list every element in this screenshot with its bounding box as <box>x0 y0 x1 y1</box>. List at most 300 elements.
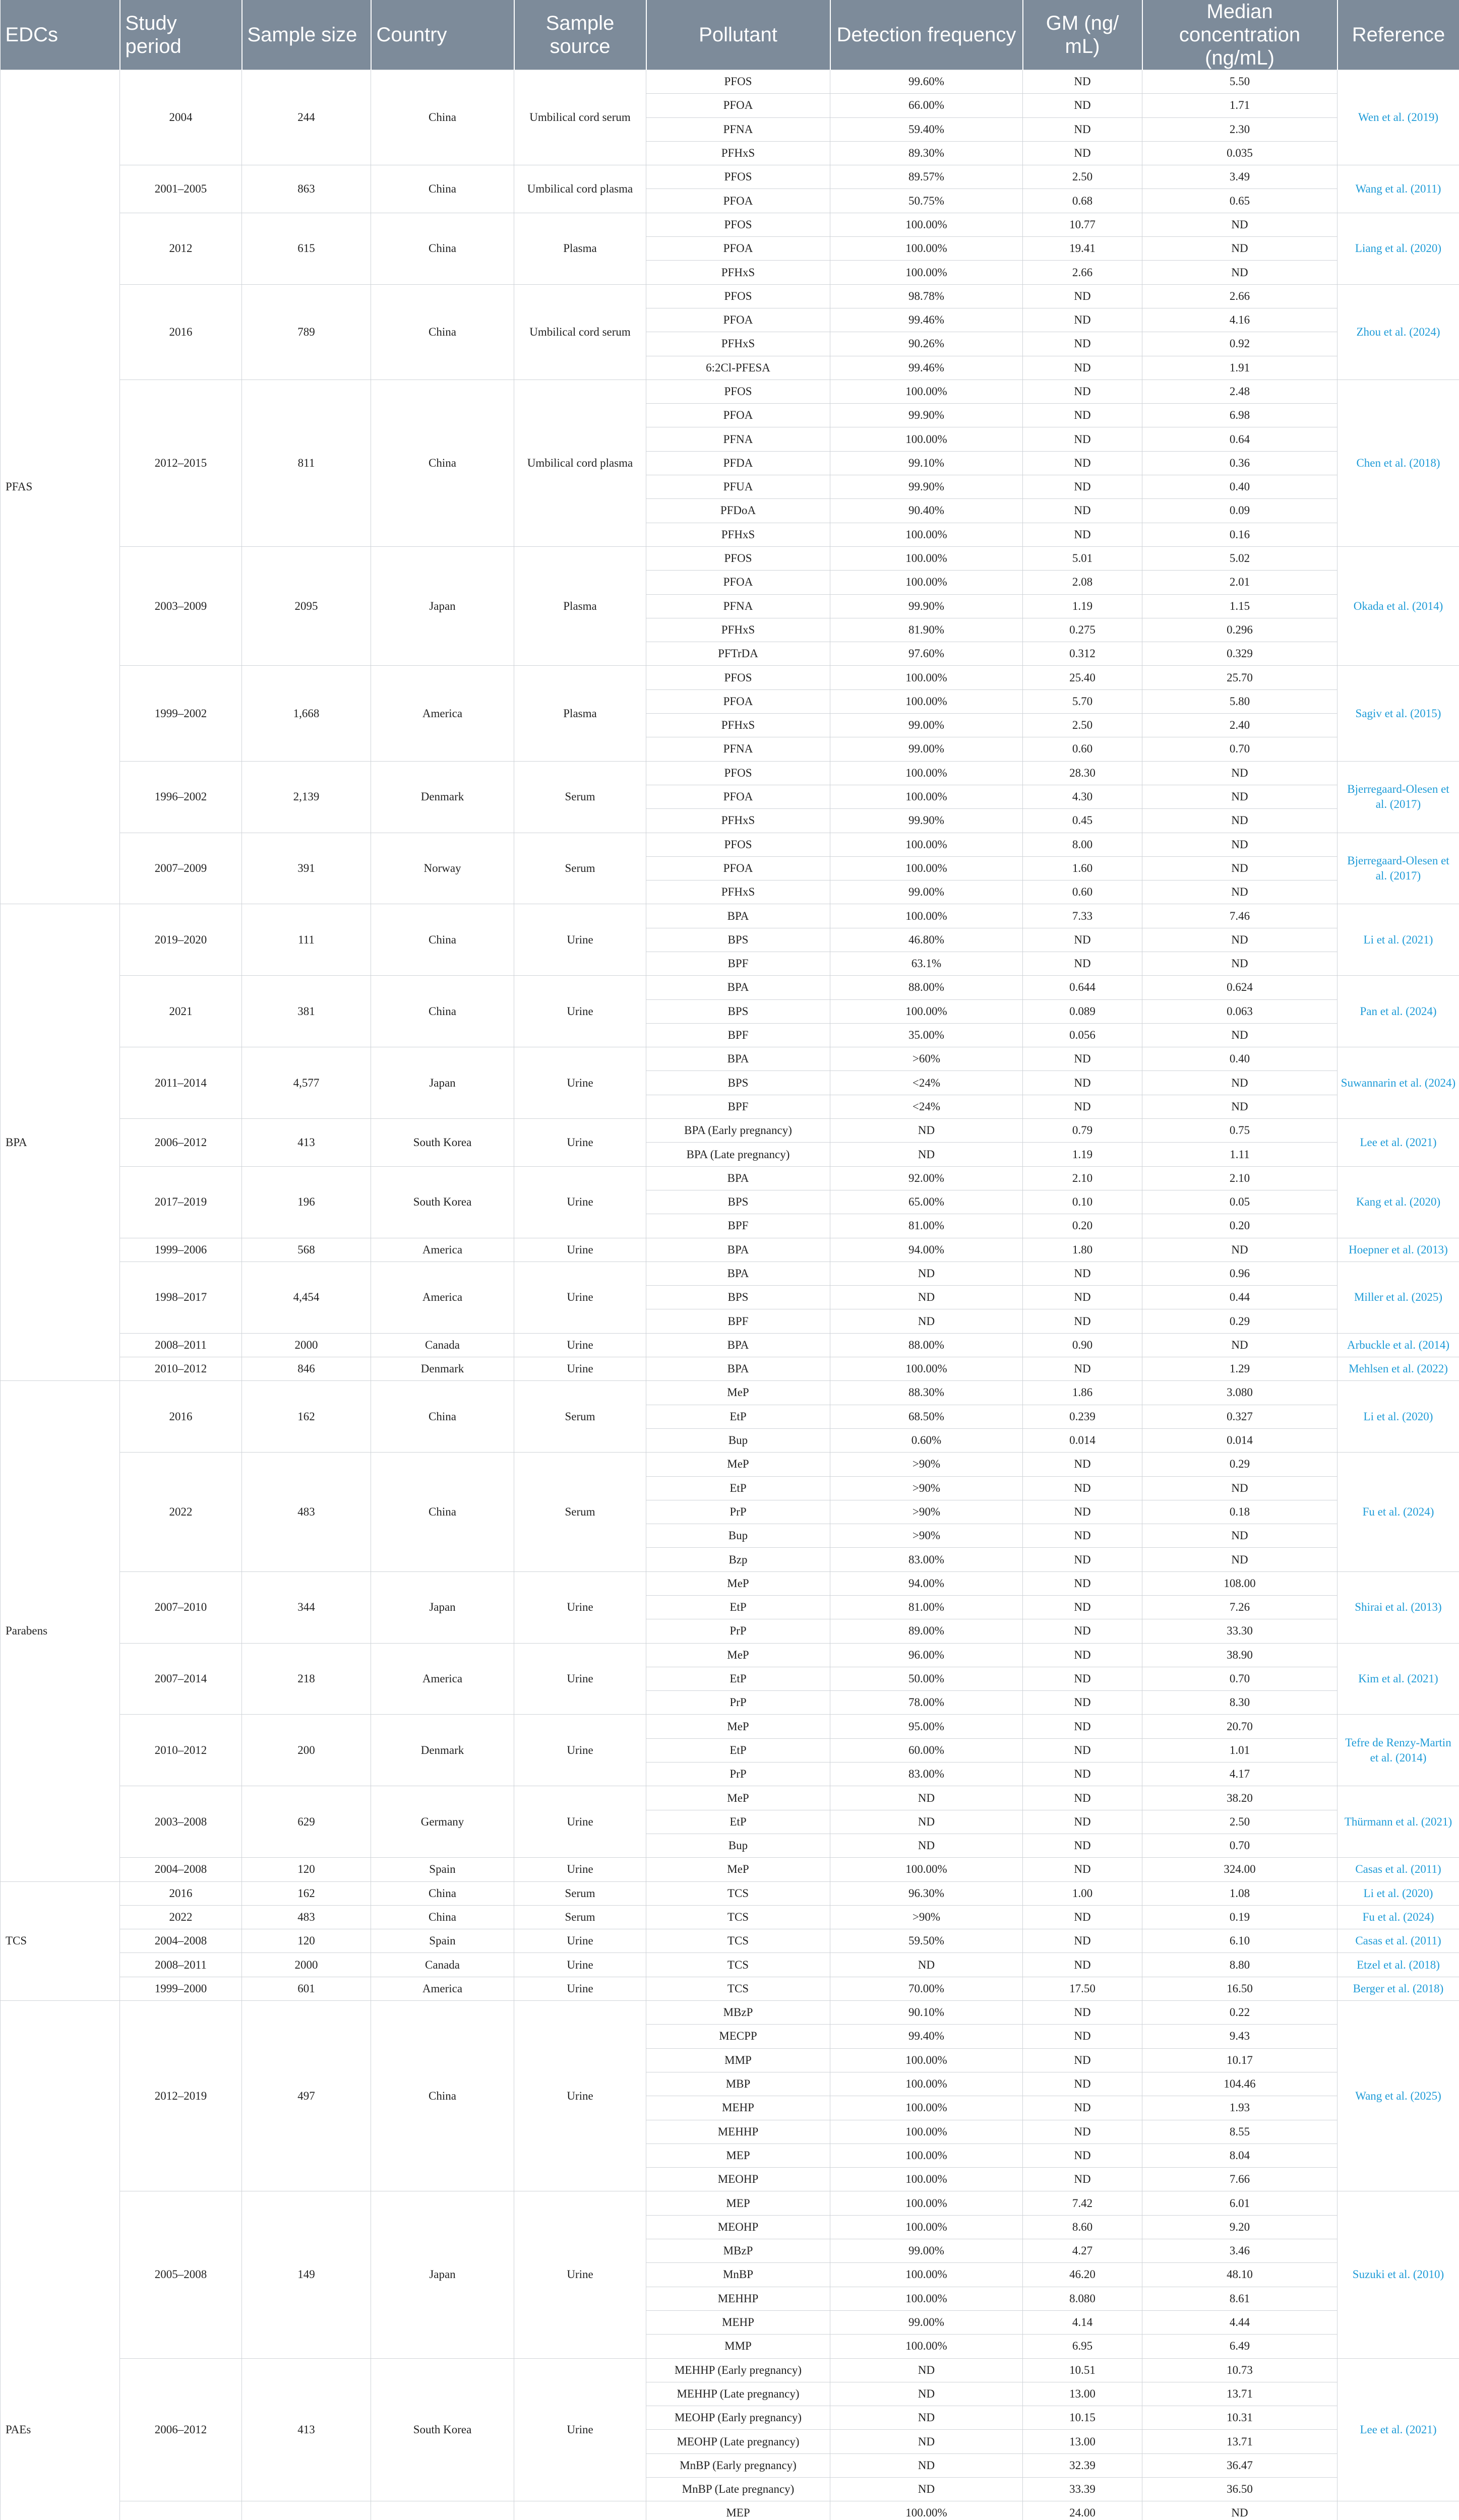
reference-link[interactable]: Liang et al. (2020) <box>1338 213 1459 284</box>
country-cell: China <box>371 1881 514 1905</box>
gm-cell: 2.50 <box>1023 714 1142 737</box>
sample-size-cell: 391 <box>242 833 371 904</box>
study-period-cell: 2008–2011 <box>120 1953 242 1977</box>
sample-size-cell: 120 <box>242 1929 371 1953</box>
sample-size-cell: 162 <box>242 1881 371 1905</box>
pollutant-cell: MEHHP (Late pregnancy) <box>646 2382 830 2406</box>
pollutant-cell: BPF <box>646 1309 830 1333</box>
pollutant-cell: EtP <box>646 1810 830 1834</box>
median-concentration-cell: 6.49 <box>1142 2335 1338 2358</box>
detection-frequency-cell: 59.40% <box>830 117 1023 141</box>
table-row <box>1 761 1459 785</box>
country-cell: China <box>371 70 514 165</box>
country-cell: America <box>371 1643 514 1715</box>
median-concentration-cell: 8.55 <box>1142 2120 1338 2144</box>
median-concentration-cell: 6.98 <box>1142 404 1338 427</box>
detection-frequency-cell: 66.00% <box>830 94 1023 117</box>
gm-cell: 10.77 <box>1023 213 1142 236</box>
country-cell: Spain <box>371 1929 514 1953</box>
median-concentration-cell: 1.11 <box>1142 1143 1338 1166</box>
reference-link[interactable]: Mehlsen et al. (2022) <box>1338 1357 1459 1381</box>
reference-link[interactable]: Wen et al. (2019) <box>1338 70 1459 165</box>
gm-cell: 5.01 <box>1023 546 1142 570</box>
median-concentration-cell: 3.080 <box>1142 1381 1338 1405</box>
pollutant-cell: MMP <box>646 2335 830 2358</box>
detection-frequency-cell: 99.90% <box>830 809 1023 833</box>
gm-cell: ND <box>1023 1667 1142 1690</box>
country-cell: China <box>371 1453 514 1571</box>
country-cell: Germany <box>371 1786 514 1858</box>
reference-link[interactable] <box>1338 2501 1459 2520</box>
gm-cell: ND <box>1023 2072 1142 2096</box>
reference-link[interactable]: Pan et al. (2024) <box>1338 976 1459 1047</box>
pollutant-cell: MnBP (Early pregnancy) <box>646 2453 830 2477</box>
median-concentration-cell: 7.26 <box>1142 1596 1338 1619</box>
pollutant-cell: PFOS <box>646 546 830 570</box>
table-row <box>1 380 1459 403</box>
gm-cell: ND <box>1023 1596 1142 1619</box>
gm-cell: 2.08 <box>1023 571 1142 594</box>
col-header-pollutant: Pollutant <box>646 0 830 70</box>
sample-size-cell: 196 <box>242 1166 371 1238</box>
sample-source-cell: Serum <box>514 1905 646 1929</box>
gm-cell: ND <box>1023 141 1142 165</box>
detection-frequency-cell: 100.00% <box>830 856 1023 880</box>
pollutant-cell: PFOA <box>646 237 830 261</box>
detection-frequency-cell: 90.10% <box>830 2001 1023 2025</box>
sample-source-cell: Umbilical cord serum <box>514 284 646 380</box>
detection-frequency-cell: 35.00% <box>830 1023 1023 1047</box>
sample-size-cell: 615 <box>242 213 371 284</box>
gm-cell: 5.70 <box>1023 689 1142 713</box>
detection-frequency-cell: 46.80% <box>830 928 1023 952</box>
detection-frequency-cell: 100.00% <box>830 261 1023 284</box>
median-concentration-cell: ND <box>1142 833 1338 856</box>
median-concentration-cell: 7.46 <box>1142 904 1338 928</box>
sample-size-cell: 149 <box>242 2191 371 2358</box>
table-row <box>1 1858 1459 1881</box>
reference-link[interactable]: Miller et al. (2025) <box>1338 1262 1459 1333</box>
sample-source-cell: Urine <box>514 1571 646 1643</box>
country-cell: China <box>371 2001 514 2191</box>
gm-cell: ND <box>1023 284 1142 308</box>
pollutant-cell: MEOHP <box>646 2168 830 2191</box>
median-concentration-cell: ND <box>1142 1333 1338 1357</box>
reference-link[interactable]: Fu et al. (2024) <box>1338 1905 1459 1929</box>
reference-link[interactable]: Chen et al. (2018) <box>1338 380 1459 546</box>
table-row <box>1 2358 1459 2382</box>
gm-cell: 24.00 <box>1023 2501 1142 2520</box>
detection-frequency-cell: 65.00% <box>830 1190 1023 1214</box>
gm-cell: 8.080 <box>1023 2287 1142 2310</box>
table-row <box>1 904 1459 928</box>
table-row <box>1 546 1459 570</box>
detection-frequency-cell: >60% <box>830 1047 1023 1071</box>
sample-size-cell: 1,668 <box>242 666 371 761</box>
gm-cell: ND <box>1023 499 1142 523</box>
detection-frequency-cell: 100.00% <box>830 2215 1023 2239</box>
pollutant-cell: MEHP <box>646 2096 830 2120</box>
gm-cell: 0.014 <box>1023 1428 1142 1452</box>
detection-frequency-cell: 100.00% <box>830 2335 1023 2358</box>
median-concentration-cell: 10.17 <box>1142 2048 1338 2072</box>
country-cell: Japan <box>371 2191 514 2358</box>
median-concentration-cell: 0.296 <box>1142 618 1338 642</box>
detection-frequency-cell: ND <box>830 2406 1023 2430</box>
detection-frequency-cell: 98.78% <box>830 284 1023 308</box>
gm-cell: ND <box>1023 1762 1142 1786</box>
detection-frequency-cell: <24% <box>830 1095 1023 1118</box>
country-cell: Norway <box>371 833 514 904</box>
median-concentration-cell: 5.80 <box>1142 689 1338 713</box>
reference-link[interactable]: Thürmann et al. (2021) <box>1338 1786 1459 1858</box>
median-concentration-cell: 0.40 <box>1142 1047 1338 1071</box>
pollutant-cell: PFOS <box>646 380 830 403</box>
pollutant-cell: Bup <box>646 1428 830 1452</box>
sample-size-cell: 200 <box>242 1715 371 1786</box>
study-period-cell: 2021 <box>120 976 242 1047</box>
reference-link[interactable]: Lee et al. (2021) <box>1338 2358 1459 2501</box>
gm-cell: ND <box>1023 451 1142 475</box>
gm-cell: 0.45 <box>1023 809 1142 833</box>
pollutant-cell: BPA <box>646 976 830 999</box>
gm-cell: 4.14 <box>1023 2310 1142 2334</box>
reference-link[interactable]: Lee et al. (2021) <box>1338 1119 1459 1167</box>
sample-size-cell: 413 <box>242 2358 371 2501</box>
median-concentration-cell: 25.70 <box>1142 666 1338 689</box>
gm-cell: ND <box>1023 1786 1142 1810</box>
country-cell: China <box>371 165 514 213</box>
gm-cell: ND <box>1023 1071 1142 1095</box>
median-concentration-cell: 0.44 <box>1142 1286 1338 1309</box>
median-concentration-cell: 4.16 <box>1142 308 1338 332</box>
pollutant-cell: PFOS <box>646 284 830 308</box>
gm-cell: 0.239 <box>1023 1405 1142 1428</box>
detection-frequency-cell: ND <box>830 1143 1023 1166</box>
pollutant-cell: BPA <box>646 1357 830 1381</box>
median-concentration-cell: 2.50 <box>1142 1810 1338 1834</box>
median-concentration-cell: 0.18 <box>1142 1500 1338 1524</box>
detection-frequency-cell: 100.00% <box>830 666 1023 689</box>
pollutant-cell: PFOA <box>646 785 830 808</box>
study-period-cell: 2004–2008 <box>120 1929 242 1953</box>
sample-source-cell: Urine <box>514 1953 646 1977</box>
pollutant-cell: PFHxS <box>646 618 830 642</box>
median-concentration-cell: 38.20 <box>1142 1786 1338 1810</box>
detection-frequency-cell: 92.00% <box>830 1166 1023 1190</box>
gm-cell: ND <box>1023 1738 1142 1762</box>
sample-source-cell: Umbilical cord plasma <box>514 165 646 213</box>
detection-frequency-cell: 100.00% <box>830 2072 1023 2096</box>
sample-size-cell: 120 <box>242 1858 371 1881</box>
gm-cell: 8.60 <box>1023 2215 1142 2239</box>
median-concentration-cell: ND <box>1142 761 1338 785</box>
median-concentration-cell: 4.44 <box>1142 2310 1338 2334</box>
country-cell: Denmark <box>371 761 514 833</box>
median-concentration-cell: ND <box>1142 952 1338 975</box>
pollutant-cell: MeP <box>646 1715 830 1738</box>
pollutant-cell: PrP <box>646 1691 830 1715</box>
gm-cell: ND <box>1023 1357 1142 1381</box>
reference-link[interactable]: Shirai et al. (2013) <box>1338 1571 1459 1643</box>
median-concentration-cell: 0.22 <box>1142 2001 1338 2025</box>
country-cell: Denmark <box>371 1715 514 1786</box>
reference-link[interactable]: Li et al. (2020) <box>1338 1381 1459 1453</box>
detection-frequency-cell: 89.00% <box>830 1619 1023 1643</box>
pollutant-cell: BPS <box>646 999 830 1023</box>
sample-size-cell: 2,139 <box>242 761 371 833</box>
reference-link[interactable]: Arbuckle et al. (2014) <box>1338 1333 1459 1357</box>
table-row <box>1 1881 1459 1905</box>
detection-frequency-cell: 100.00% <box>830 833 1023 856</box>
detection-frequency-cell: 89.30% <box>830 141 1023 165</box>
reference-link[interactable]: Bjerregaard-Olesen et al. (2017) <box>1338 833 1459 904</box>
study-period-cell: 2004 <box>120 70 242 165</box>
reference-link[interactable]: Etzel et al. (2018) <box>1338 1953 1459 1977</box>
gm-cell: ND <box>1023 523 1142 546</box>
gm-cell: 4.30 <box>1023 785 1142 808</box>
reference-link[interactable]: Li et al. (2020) <box>1338 1881 1459 1905</box>
detection-frequency-cell: 97.60% <box>830 642 1023 666</box>
detection-frequency-cell: 100.00% <box>830 2144 1023 2167</box>
study-period-cell: 2005–2008 <box>120 2191 242 2358</box>
sample-source-cell: Urine <box>514 2358 646 2501</box>
median-concentration-cell: 2.10 <box>1142 1166 1338 1190</box>
median-concentration-cell: 38.90 <box>1142 1643 1338 1667</box>
gm-cell: 0.68 <box>1023 189 1142 213</box>
gm-cell: 1.60 <box>1023 856 1142 880</box>
detection-frequency-cell: 89.57% <box>830 165 1023 189</box>
detection-frequency-cell: 100.00% <box>830 1357 1023 1381</box>
gm-cell: 2.66 <box>1023 261 1142 284</box>
detection-frequency-cell: ND <box>830 1309 1023 1333</box>
pollutant-cell: PFOA <box>646 94 830 117</box>
gm-cell: ND <box>1023 1262 1142 1285</box>
median-concentration-cell: 0.70 <box>1142 1834 1338 1857</box>
detection-frequency-cell: 99.40% <box>830 2025 1023 2048</box>
detection-frequency-cell: 83.00% <box>830 1762 1023 1786</box>
gm-cell: 1.00 <box>1023 1881 1142 1905</box>
gm-cell: ND <box>1023 94 1142 117</box>
gm-cell: ND <box>1023 427 1142 451</box>
pollutant-cell: BPF <box>646 1214 830 1238</box>
study-period-cell: 1996–2002 <box>120 761 242 833</box>
sample-source-cell: Urine <box>514 1929 646 1953</box>
pollutant-cell: BPF <box>646 952 830 975</box>
pollutant-cell: 6:2Cl-PFESA <box>646 356 830 380</box>
detection-frequency-cell: 68.50% <box>830 1405 1023 1428</box>
gm-cell: 10.51 <box>1023 2358 1142 2382</box>
median-concentration-cell: 0.014 <box>1142 1428 1338 1452</box>
median-concentration-cell: 1.08 <box>1142 1881 1338 1905</box>
detection-frequency-cell: 100.00% <box>830 761 1023 785</box>
pollutant-cell: PFOS <box>646 165 830 189</box>
median-concentration-cell: 0.329 <box>1142 642 1338 666</box>
sample-source-cell: Urine <box>514 1119 646 1167</box>
pollutant-cell: MeP <box>646 1381 830 1405</box>
table-row <box>1 976 1459 999</box>
pollutant-cell: MEP <box>646 2191 830 2215</box>
sample-size-cell: 4,577 <box>242 1047 371 1119</box>
study-period-cell: 2022 <box>120 1453 242 1571</box>
table-row <box>1 1715 1459 1738</box>
reference-link[interactable]: Fu et al. (2024) <box>1338 1453 1459 1571</box>
study-period-cell: 2007–2010 <box>120 1571 242 1643</box>
sample-source-cell: Urine <box>514 1858 646 1881</box>
detection-frequency-cell: 100.00% <box>830 2168 1023 2191</box>
sample-source-cell: Urine <box>514 2001 646 2191</box>
table-row <box>1 2001 1459 2025</box>
median-concentration-cell: 0.16 <box>1142 523 1338 546</box>
reference-link[interactable]: Bjerregaard-Olesen et al. (2017) <box>1338 761 1459 833</box>
study-period-cell: 1998–2017 <box>120 1262 242 1333</box>
sample-source-cell: Urine <box>514 1333 646 1357</box>
detection-frequency-cell: 99.00% <box>830 2239 1023 2263</box>
sample-size-cell: 2000 <box>242 1333 371 1357</box>
pollutant-cell: MECPP <box>646 2025 830 2048</box>
table-row <box>1 213 1459 236</box>
median-concentration-cell: ND <box>1142 785 1338 808</box>
table-row <box>1 1643 1459 1667</box>
table-row <box>1 70 1459 94</box>
country-cell: Japan <box>371 546 514 665</box>
median-concentration-cell: 0.64 <box>1142 427 1338 451</box>
gm-cell: ND <box>1023 952 1142 975</box>
detection-frequency-cell: 96.00% <box>830 1643 1023 1667</box>
sample-size-cell: 2000 <box>242 1953 371 1977</box>
reference-link[interactable]: Zhou et al. (2024) <box>1338 284 1459 380</box>
median-concentration-cell: 2.48 <box>1142 380 1338 403</box>
reference-link[interactable]: Casas et al. (2011) <box>1338 1929 1459 1953</box>
pollutant-cell: MnBP (Late pregnancy) <box>646 2477 830 2501</box>
gm-cell: ND <box>1023 1953 1142 1977</box>
country-cell: Spain <box>371 1858 514 1881</box>
sample-size-cell: 629 <box>242 1786 371 1858</box>
gm-cell: 0.089 <box>1023 999 1142 1023</box>
reference-link[interactable]: Sagiv et al. (2015) <box>1338 666 1459 761</box>
detection-frequency-cell: 63.1% <box>830 952 1023 975</box>
median-concentration-cell: ND <box>1142 1071 1338 1095</box>
pollutant-cell: MeP <box>646 1786 830 1810</box>
detection-frequency-cell: ND <box>830 1262 1023 1285</box>
gm-cell: ND <box>1023 2025 1142 2048</box>
gm-cell: 28.30 <box>1023 761 1142 785</box>
median-concentration-cell: 33.30 <box>1142 1619 1338 1643</box>
median-concentration-cell: 2.40 <box>1142 714 1338 737</box>
gm-cell: ND <box>1023 2048 1142 2072</box>
gm-cell: 0.056 <box>1023 1023 1142 1047</box>
pollutant-cell: BPA (Late pregnancy) <box>646 1143 830 1166</box>
col-header-median-concentration: Median concentration (ng/mL) <box>1142 0 1338 70</box>
reference-link[interactable]: Casas et al. (2011) <box>1338 1858 1459 1881</box>
col-header-study-period: Study period <box>120 0 242 70</box>
study-period-cell: 2016 <box>120 1881 242 1905</box>
pollutant-cell: PFHxS <box>646 880 830 904</box>
sample-source-cell: Urine <box>514 1262 646 1333</box>
sample-source-cell: Serum <box>514 1881 646 1905</box>
edc-group-cell: BPA <box>1 904 120 1381</box>
study-period-cell: 2016 <box>120 1381 242 1453</box>
detection-frequency-cell: 100.00% <box>830 2048 1023 2072</box>
pollutant-cell: PFOS <box>646 833 830 856</box>
pollutant-cell: PFOA <box>646 856 830 880</box>
table-row <box>1 2191 1459 2215</box>
reference-link[interactable]: Tefre de Renzy-Martin et al. (2014) <box>1338 1715 1459 1786</box>
median-concentration-cell: 0.65 <box>1142 189 1338 213</box>
detection-frequency-cell: 100.00% <box>830 999 1023 1023</box>
reference-link[interactable]: Kang et al. (2020) <box>1338 1166 1459 1238</box>
pollutant-cell: PFNA <box>646 594 830 618</box>
reference-link[interactable]: Suzuki et al. (2010) <box>1338 2191 1459 2358</box>
detection-frequency-cell: 88.00% <box>830 976 1023 999</box>
table-row <box>1 1786 1459 1810</box>
study-period-cell: 2003–2008 <box>120 1786 242 1858</box>
detection-frequency-cell: 96.30% <box>830 1881 1023 1905</box>
median-concentration-cell: 48.10 <box>1142 2263 1338 2287</box>
gm-cell: 1.86 <box>1023 1381 1142 1405</box>
pollutant-cell: PFOS <box>646 666 830 689</box>
detection-frequency-cell: ND <box>830 2382 1023 2406</box>
pollutant-cell: PFHxS <box>646 261 830 284</box>
pollutant-cell: PrP <box>646 1762 830 1786</box>
reference-link[interactable]: Kim et al. (2021) <box>1338 1643 1459 1715</box>
reference-link[interactable]: Berger et al. (2018) <box>1338 1977 1459 2000</box>
detection-frequency-cell: 99.10% <box>830 451 1023 475</box>
median-concentration-cell: 5.02 <box>1142 546 1338 570</box>
country-cell: Japan <box>371 1571 514 1643</box>
detection-frequency-cell: 99.46% <box>830 308 1023 332</box>
pollutant-cell: MBzP <box>646 2001 830 2025</box>
sample-source-cell: Urine <box>514 1047 646 1119</box>
detection-frequency-cell: ND <box>830 1119 1023 1143</box>
gm-cell: 25.40 <box>1023 666 1142 689</box>
reference-link[interactable]: Suwannarin et al. (2024) <box>1338 1047 1459 1119</box>
pollutant-cell: MEHHP (Early pregnancy) <box>646 2358 830 2382</box>
pollutant-cell: Bzp <box>646 1548 830 1571</box>
pollutant-cell: BPA <box>646 1238 830 1262</box>
reference-link[interactable]: Wang et al. (2025) <box>1338 2001 1459 2191</box>
detection-frequency-cell: ND <box>830 2453 1023 2477</box>
reference-link[interactable]: Li et al. (2021) <box>1338 904 1459 976</box>
detection-frequency-cell: 70.00% <box>830 1977 1023 2000</box>
pollutant-cell: PFOS <box>646 70 830 94</box>
sample-source-cell: Urine <box>514 1786 646 1858</box>
detection-frequency-cell: 81.00% <box>830 1596 1023 1619</box>
pollutant-cell: PFHxS <box>646 332 830 356</box>
sample-source-cell: Urine <box>514 1977 646 2000</box>
reference-link[interactable]: Hoepner et al. (2013) <box>1338 1238 1459 1262</box>
sample-size-cell: 218 <box>242 1643 371 1715</box>
col-header-country: Country <box>371 0 514 70</box>
pollutant-cell: PFNA <box>646 117 830 141</box>
median-concentration-cell: 5.50 <box>1142 70 1338 94</box>
reference-link[interactable]: Wang et al. (2011) <box>1338 165 1459 213</box>
country-cell: Denmark <box>371 1357 514 1381</box>
median-concentration-cell: 13.71 <box>1142 2382 1338 2406</box>
pollutant-cell: PrP <box>646 1500 830 1524</box>
reference-link[interactable]: Okada et al. (2014) <box>1338 546 1459 665</box>
sample-size-cell: 863 <box>242 165 371 213</box>
gm-cell: ND <box>1023 2096 1142 2120</box>
median-concentration-cell: 0.40 <box>1142 475 1338 499</box>
study-period-cell: 2010–2012 <box>120 1715 242 1786</box>
gm-cell: ND <box>1023 1524 1142 1548</box>
sample-size-cell: 162 <box>242 1381 371 1453</box>
pollutant-cell: MMP <box>646 2048 830 2072</box>
median-concentration-cell: 1.91 <box>1142 356 1338 380</box>
median-concentration-cell: ND <box>1142 809 1338 833</box>
gm-cell: ND <box>1023 380 1142 403</box>
